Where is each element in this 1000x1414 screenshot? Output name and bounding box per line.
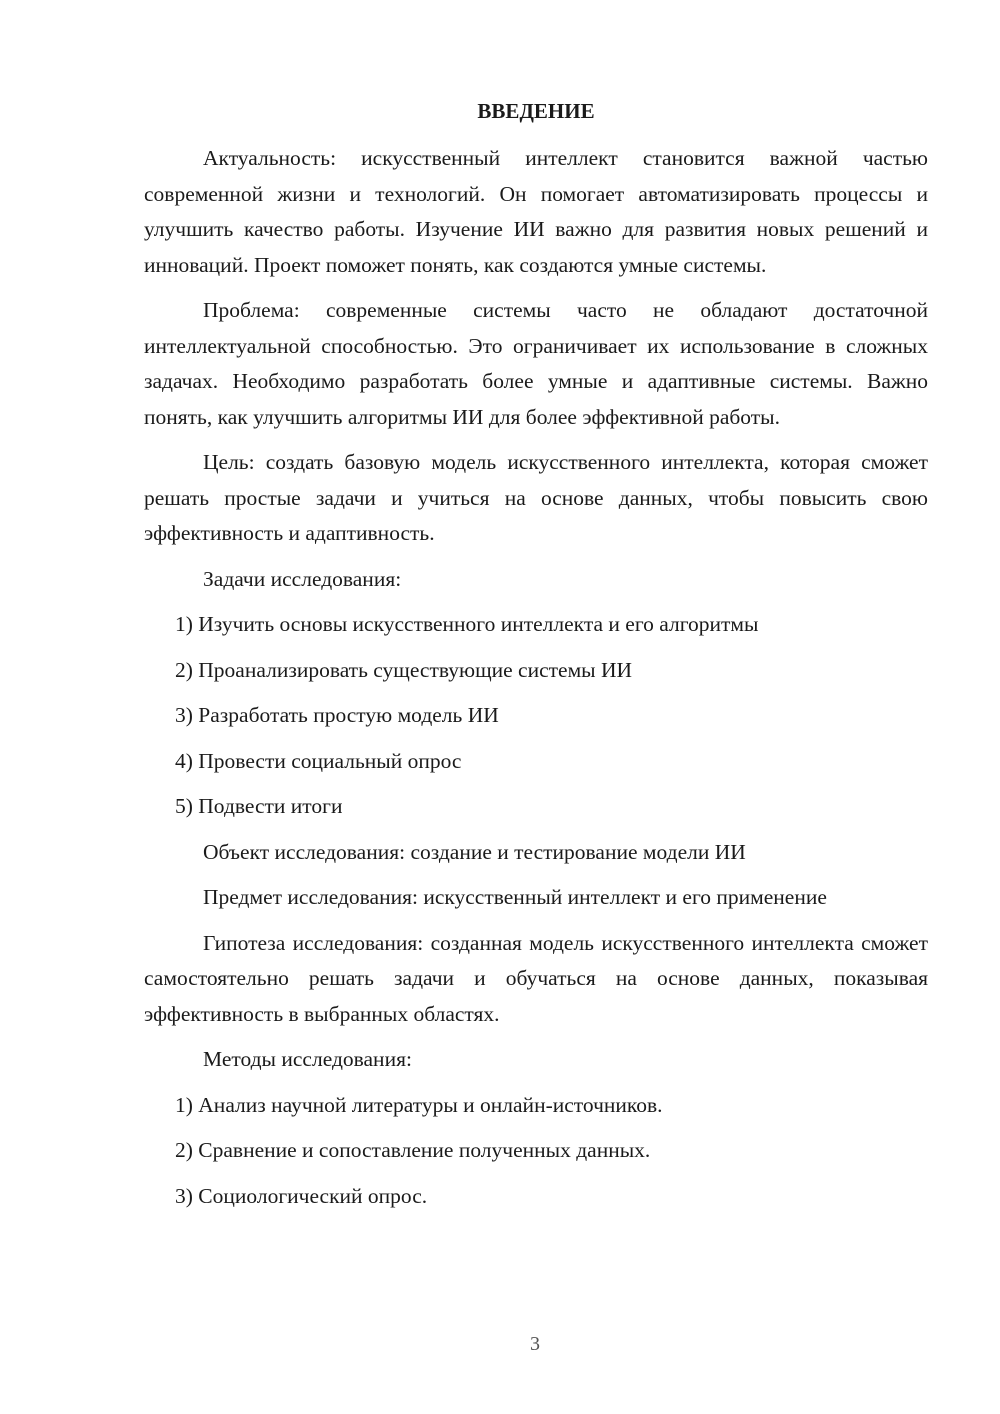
task-item-4: 4) Провести социальный опрос [175,748,462,773]
task-item-2: 2) Проанализировать существующие системы ИИ [175,657,633,682]
methods-heading: Методы исследования: [203,1047,412,1071]
page-number: 3 [530,1333,540,1355]
method-item-3: 3) Социологический опрос. [175,1183,428,1208]
hypothesis-paragraph: Гипотеза исследования: созданная модель искусственного интеллекта сможет самостоятельно решать задачи и обучаться на основе данных, показывая эффективность в выбранных областях. [144,930,928,1026]
problem-paragraph: Проблема: современные системы часто не обладают достаточной интеллектуальной способностью. Это ограничивает их использование в сложных задачах. Необходимо разработать более умные и адаптивные системы. Важно понять, как улучшить алгоритмы ИИ для более эффективной работы. [144,298,928,429]
tasks-heading: Задачи исследования: [203,566,402,591]
task-item-3: 3) Разработать простую модель ИИ [175,703,499,727]
relevance-paragraph: Актуальность: искусственный интеллект становится важной частью современной жизни и технологий. Он помогает автоматизировать процессы и улучшить качество работы. Изучение ИИ важно для развития новых решений и инноваций. Проект поможет понять, как создаются умные системы. [144,146,928,277]
document-page [144,96,928,1224]
task-item-5: 5) Подвести итоги [175,794,343,818]
method-item-1: 1) Анализ научной литературы и онлайн-источников. [175,1092,663,1117]
task-item-1: 1) Изучить основы искусственного интеллекта и его алгоритмы [175,612,759,636]
research-subject: Предмет исследования: искусственный интеллект и его применение [203,885,827,909]
goal-paragraph: Цель: создать базовую модель искусственного интеллекта, которая сможет решать простые задачи и учиться на основе данных, чтобы повысить свою эффективность и адаптивность. [144,450,928,545]
section-title: ВВЕДЕНИЕ [477,99,595,123]
method-item-2: 2) Сравнение и сопоставление полученных данных. [175,1138,651,1162]
research-object: Объект исследования: создание и тестирование модели ИИ [203,839,746,864]
